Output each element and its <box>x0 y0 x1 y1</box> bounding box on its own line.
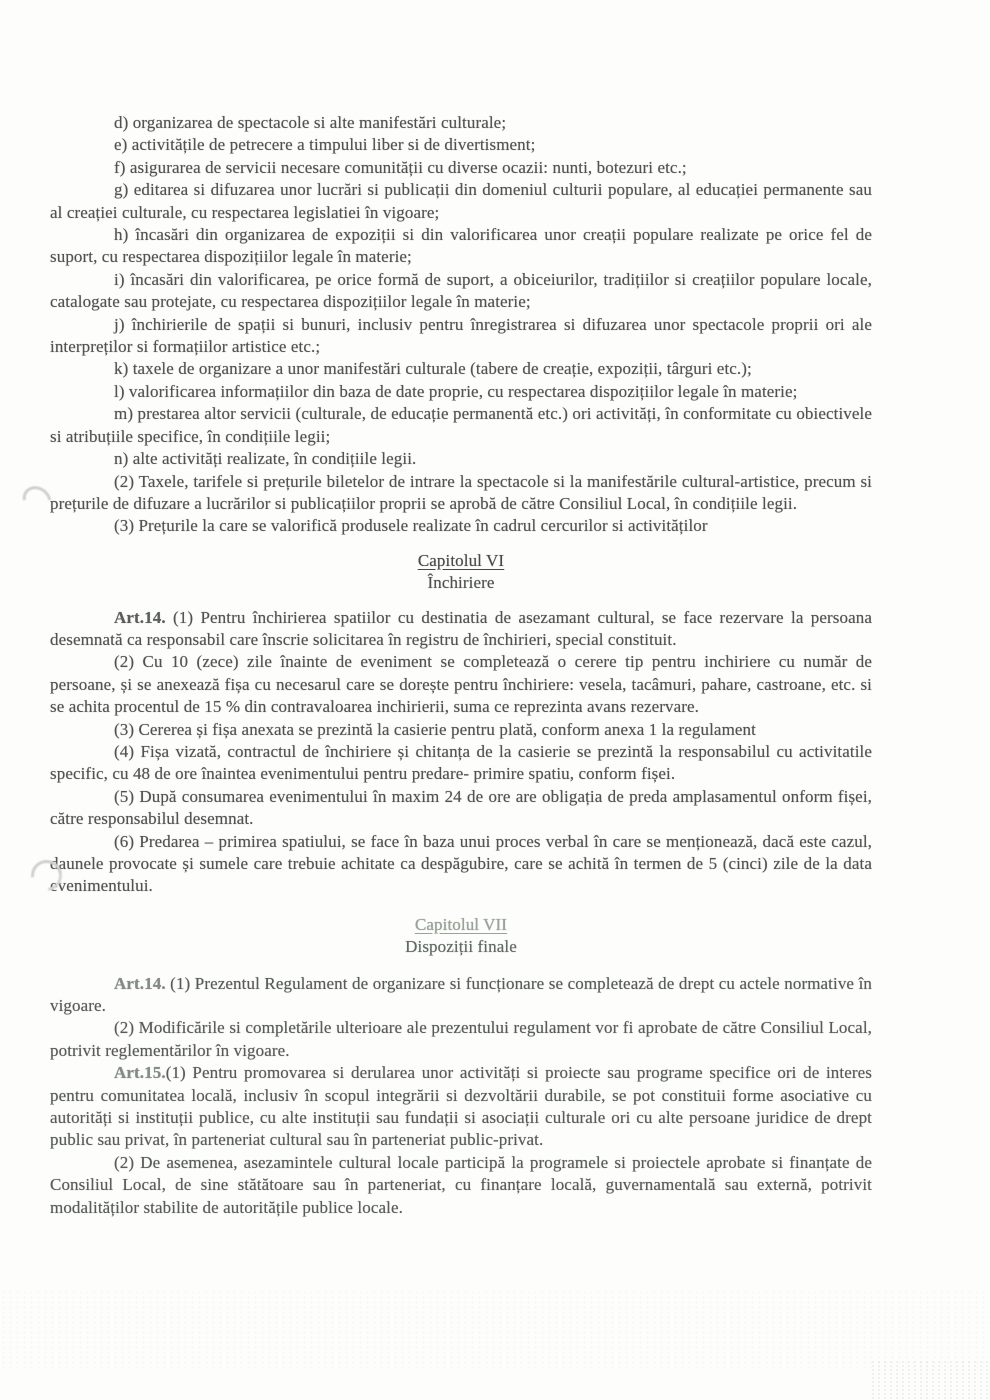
intro-paragraph-3: (3) Prețurile la care se valorifică produsele realizate în cadrul cercurilor si activităților <box>114 516 708 536</box>
chapter6-paragraph-5: (5) După consumarea evenimentului în maxim 24 de ore are obligația de preda amplasamentul onform fișei, către responsabilul desemnat. <box>50 786 872 829</box>
list-item-g: g) editarea si difuzarea unor lucrări si publicații din domeniul culturii populare, al educației permanente sau al creației culturale, cu respectarea legislatiei în vigoare; <box>50 180 872 222</box>
chapter7-title-text: Capitolul VII <box>414 914 508 934</box>
chapter6-title-text: Capitolul VI <box>417 550 505 570</box>
chapter6-title <box>50 550 872 572</box>
list-item-e: e) activitățile de petrecere a timpului liber si de divertisment; <box>114 135 536 155</box>
chapter6-paragraph-3: (3) Cererea și fișa anexata se prezintă la casierie pentru plată, conform anexa 1 la regulament <box>114 719 756 739</box>
article-label: Art.14. <box>114 607 166 627</box>
list-item-h: h) încasări din organizarea de expoziții si din valorificarea unor creații populare realizate pe orice fel de suport, cu respectarea dispozițiilor legale în materie; <box>50 225 872 267</box>
chapter7-paragraph-2: (2) Modificările si completările ulterioare ale prezentului regulament vor fi aprobate de către Consiliul Local, potrivit reglementărilor în vigoare. <box>50 1018 872 1060</box>
article-label: Art.15. <box>114 1063 166 1083</box>
chapter7-paragraph-3: (2) De asemenea, asezamintele cultural locale participă la programele si proiectele aprobate si finanțate de Consiliul Local, de sine stătătoare sau în parteneriat, cu finanțare locală, guvernamentală sau externă, potrivit modalităților stabilite de autoritățile publice locale. <box>50 1152 872 1217</box>
list-item-k: k) taxele de organizare a unor manifestări culturale (tabere de creație, expoziții, târguri etc.); <box>114 359 752 379</box>
chapter7-subtitle: Dispoziții finale <box>405 937 517 957</box>
chapter7-title <box>50 914 872 936</box>
scan-noise-band <box>0 1290 990 1372</box>
list-item-d: d) organizarea de spectacole si alte manifestări culturale; <box>114 113 507 132</box>
document-text-block <box>50 112 872 1219</box>
chapter6-paragraph-2: (2) Cu 10 (zece) zile înainte de eveniment se completează o cerere tip pentru inchiriere cu număr de persoane, și se anexează fișa cu necesarul care se dorește pentru închiriere: vesela, tacâmuri, pahare, castroane, etc. si se achita procentul de 15 % din contravaloarea inchirierii, suma ce reprezinta avans rezervare. <box>50 652 872 717</box>
scan-noise-corner <box>870 1360 990 1400</box>
list-item-l: l) valorificarea informațiilor din baza de date proprie, cu respectarea dispozițiilor legale în materie; <box>114 381 798 401</box>
chapter7-art15-paragraph <box>50 1062 872 1152</box>
chapter6-paragraph-6: (6) Predarea – primirea spatiului, se face în baza unui proces verbal în care se menționează, dacă este cazul, daunele provocate și sumele care trebuie achitate ca despăgubire, care se achită în termen de 5 (cinci) zile de la data evenimentului. <box>50 831 872 896</box>
list-item-j: j) închirierile de spații si bunuri, inclusiv pentru înregistrarea si difuzarea unor spectacole proprii ori ale interpreților si formațiilor artistice etc.; <box>50 314 872 357</box>
list-item-i: i) încasări din valorificarea, pe orice formă de suport, a obiceiurilor, tradițiilor si creațiilor populare locale, catalogate sau protejate, cu respectarea dispozițiilor legale în materie; <box>50 269 872 312</box>
article-label: Art.14. <box>114 973 166 993</box>
chapter6-subtitle: Închiriere <box>427 573 495 593</box>
article-text: (1) Prezentul Regulament de organizare si funcționare se completează de drept cu actele normative în vigoare. <box>50 973 872 1016</box>
intro-paragraph-2: (2) Taxele, tarifele si prețurile biletelor de intrare la spectacole si la manifestările cultural-artistice, precum si prețurile de difuzare a lucrărilor si publicațiilor proprii se aprobă de către Consiliul Local, în condițiile legii. <box>50 471 872 513</box>
list-item-n: n) alte activități realizate, în condițiile legii. <box>114 449 417 469</box>
chapter7-art14-paragraph <box>50 973 872 1018</box>
article-text: (1) Pentru promovarea si derularea unor activități si proiecte sau programe specifice ori de interes pentru comunitatea locală, inclusiv în scopul integrării si dezvoltării durabile, se pot constituii forme asociative cu autorități si instituții publice, cu alte instituții sau fundații si asociații culturale ori cu alte persoane juridice de drept public sau privat, în parteneriat cultural sau în parteneriat public-privat. <box>50 1063 872 1150</box>
list-item-f: f) asigurarea de servicii necesare comunității cu diverse ocazii: nunti, botezuri etc.; <box>114 157 687 177</box>
article-text: (1) Pentru închirierea spatiilor cu destinatia de asezamant cultural, se face rezervare la persoana desemnată ca responsabil care înscrie solicitarea în registru de închirieri, special constituit. <box>50 607 872 649</box>
chapter6-paragraph-4: (4) Fișa vizată, contractul de închiriere și chitanța de la casierie se prezintă la responsabilul cu activitatile specific, cu 48 de ore înaintea evenimentului pentru predare- primire spatiu, conform fișei. <box>50 741 872 784</box>
chapter6-art14-paragraph <box>50 607 872 652</box>
list-item-m: m) prestarea altor servicii (culturale, de educație permanentă etc.) ori activități, în conformitate cu obiectivele si atribuțiile specifice, în condițiile legii; <box>50 404 872 446</box>
